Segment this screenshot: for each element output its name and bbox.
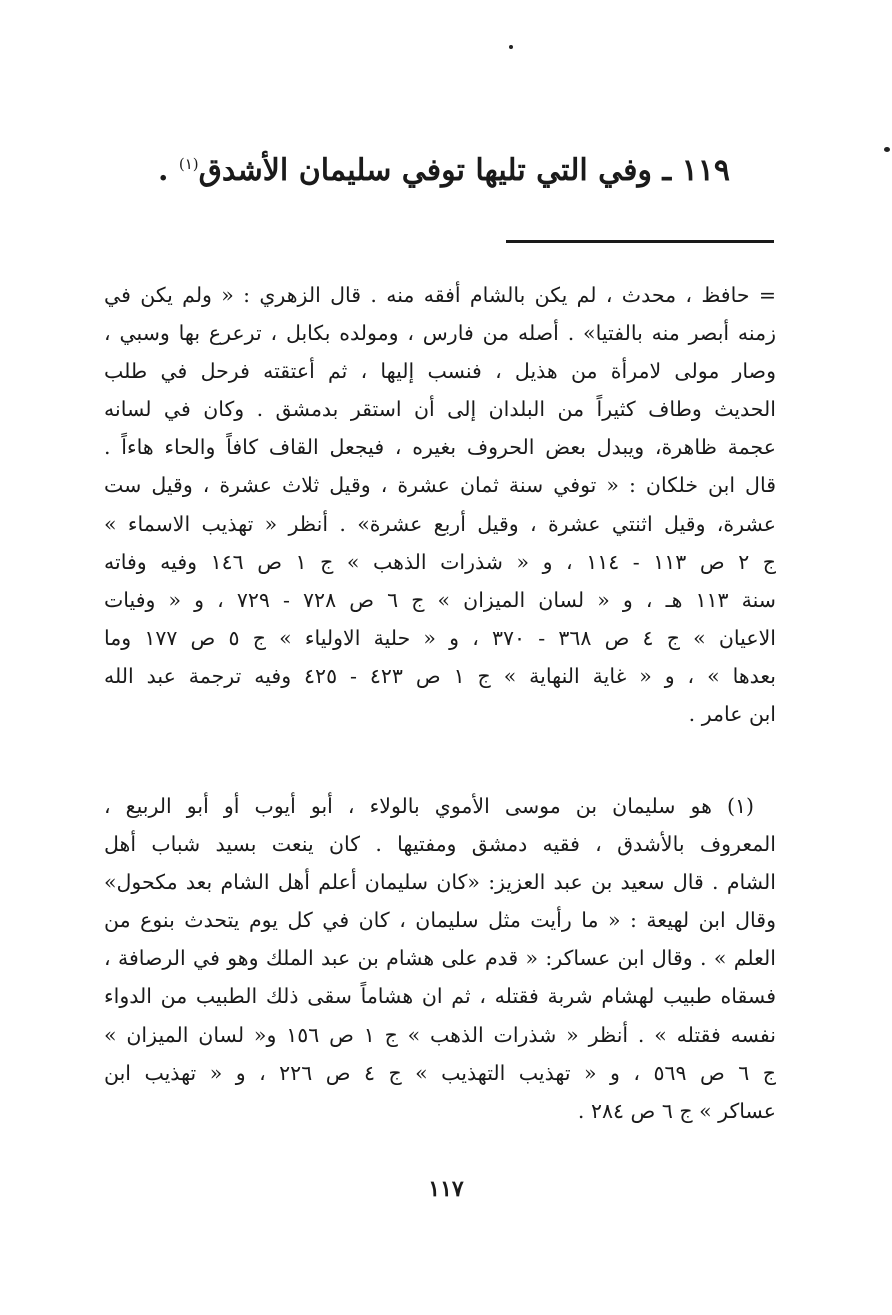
footnote-line: عساكر » ج ٦ ص ٢٨٤ . xyxy=(577,1098,776,1123)
footnote-line: ج ٦ ص ٥٦٩ ، و « تهذيب التهذيب » ج ٤ ص ٢٢٦ ، و « تهذيب ابن xyxy=(104,1060,776,1085)
heading-text: ١١٩ ـ وفي التي تليها توفي سليمان الأشدق xyxy=(198,153,730,188)
footnote-line: زمنه أبصر منه بالفتيا» . أصله من فارس ، ومولده بكابل ، ترعرع بها وسبي ، xyxy=(104,321,776,346)
footnote-line: وقال ابن لهيعة : « ما رأيت مثل سليمان ، كان في كل يوم يتحدث بنوع من xyxy=(104,908,776,933)
footnote-line: وصار مولى لامرأة من هذيل ، فنسب إليها ، ثم أعتقته فرحل في طلب xyxy=(104,359,776,384)
footnote-line: ج ٢ ص ١١٣ - ١١٤ ، و « شذرات الذهب » ج ١ ص ١٤٦ وفيه وفاته xyxy=(104,549,776,574)
scan-speck xyxy=(884,147,890,152)
footnote-separator-rule xyxy=(506,240,774,243)
footnote-line: ابن عامر . xyxy=(688,702,776,727)
footnote-line: الحديث وطاف كثيراً من البلدان إلى أن استقر بدمشق . وكان في لسانه xyxy=(104,397,776,422)
footnote-line: سنة ١١٣ هـ ، و « لسان الميزان » ج ٦ ص ٧٢٨ - ٧٢٩ ، و « وفيات xyxy=(104,587,776,612)
footnote-line: الشام . قال سعيد بن عبد العزيز: «كان سليمان أعلم أهل الشام بعد مكحول» xyxy=(104,870,776,895)
heading-trailing: . xyxy=(157,153,179,188)
footnote-line: بعدها » ، و « غاية النهاية » ج ١ ص ٤٢٣ - ٤٢٥ وفيه ترجمة عبد الله xyxy=(104,663,776,688)
footnote-line: عشرة، وقيل اثنتي عشرة ، وقيل أربع عشرة» . أنظر « تهذيب الاسماء » xyxy=(104,511,776,536)
footnote-line: عجمة ظاهرة، ويبدل بعض الحروف بغيره ، فيجعل القاف كافاً والحاء هاءاً . xyxy=(104,435,776,460)
continued-footnote xyxy=(104,276,776,733)
footnote-line: العلم » . وقال ابن عساكر: « قدم على هشام بن عبد الملك وهو في الرصافة ، xyxy=(104,946,776,971)
footnote-line: الاعيان » ج ٤ ص ٣٦٨ - ٣٧٠ ، و « حلية الاولياء » ج ٥ ص ١٧٧ وما xyxy=(104,625,776,650)
scan-speck xyxy=(509,45,513,49)
footnote-line: = حافظ ، محدث ، لم يكن بالشام أفقه منه . قال الزهري : « ولم يكن في xyxy=(104,283,776,307)
footnote-1 xyxy=(104,787,776,1130)
page-number: ١١٧ xyxy=(428,1176,464,1202)
footnote-line: نفسه فقتله » . أنظر « شذرات الذهب » ج ١ ص ١٥٦ و« لسان الميزان » xyxy=(104,1022,776,1047)
section-heading xyxy=(130,140,730,195)
footnote-line: (١) هو سليمان بن موسى الأموي بالولاء ، أبو أيوب أو أبو الربيع ، xyxy=(104,794,754,818)
footnote-marker: (١) xyxy=(178,155,199,173)
footnote-line: قال ابن خلكان : « توفي سنة ثمان عشرة ، وقيل ثلاث عشرة ، وقيل ست xyxy=(104,473,776,498)
footnote-line: المعروف بالأشدق ، فقيه دمشق ومفتيها . كان ينعت بسيد شباب أهل xyxy=(104,832,776,857)
footnote-line: فسقاه طبيب لهشام شربة فقتله ، ثم ان هشاماً سقى ذلك الطبيب من الدواء xyxy=(104,984,776,1009)
